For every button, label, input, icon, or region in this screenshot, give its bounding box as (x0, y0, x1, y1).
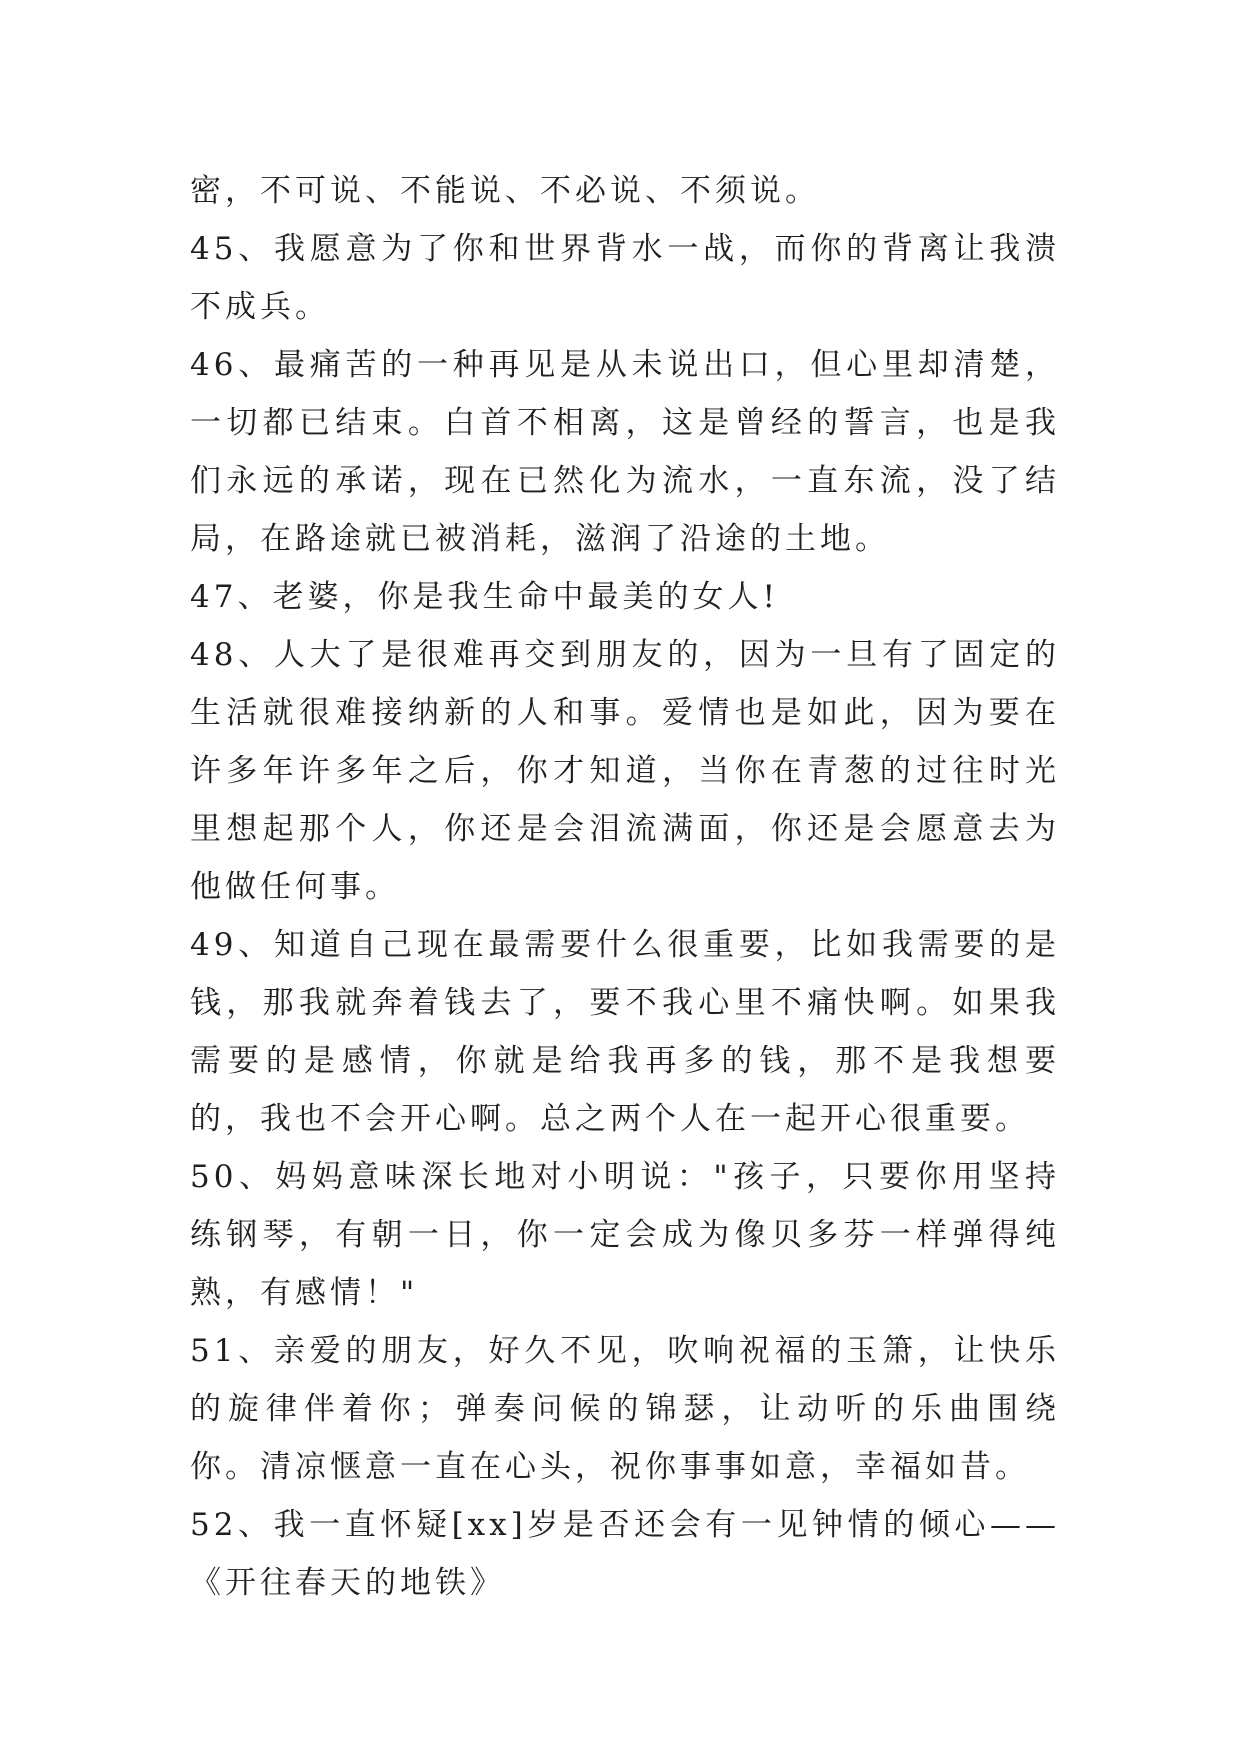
document-body (190, 162, 1060, 1612)
paragraph-item-50: 50、妈妈意味深长地对小明说："孩子，只要你用坚持练钢琴，有朝一日，你一定会成为像贝多芬一样弹得纯熟，有感情！" (190, 1159, 1060, 1311)
paragraph-item-49: 49、知道自己现在最需要什么很重要，比如我需要的是钱，那我就奔着钱去了，要不我心里不痛快啊。如果我需要的是感情，你就是给我再多的钱，那不是我想要的，我也不会开心啊。总之两个人在一起开心很重要。 (190, 927, 1060, 1137)
paragraph-item-52: 52、我一直怀疑[xx]岁是否还会有一见钟情的倾心——《开往春天的地铁》 (190, 1507, 1060, 1601)
paragraph-item-51: 51、亲爱的朋友，好久不见，吹响祝福的玉箫，让快乐的旋律伴着你；弹奏问候的锦瑟，让动听的乐曲围绕你。清凉惬意一直在心头，祝你事事如意，幸福如昔。 (190, 1333, 1060, 1485)
paragraph-item-45: 45、我愿意为了你和世界背水一战，而你的背离让我溃不成兵。 (190, 231, 1060, 325)
paragraph-continuation: 密，不可说、不能说、不必说、不须说。 (190, 173, 820, 209)
paragraph-item-47: 47、老婆，你是我生命中最美的女人! (190, 579, 779, 615)
paragraph-item-46: 46、最痛苦的一种再见是从未说出口，但心里却清楚，一切都已结束。白首不相离，这是曾经的誓言，也是我们永远的承诺，现在已然化为流水，一直东流，没了结局，在路途就已被消耗，滋润了沿途的土地。 (190, 347, 1060, 557)
paragraph-item-48: 48、人大了是很难再交到朋友的，因为一旦有了固定的生活就很难接纳新的人和事。爱情也是如此，因为要在许多年许多年之后，你才知道，当你在青葱的过往时光里想起那个人，你还是会泪流满面，你还是会愿意去为他做任何事。 (190, 637, 1060, 905)
